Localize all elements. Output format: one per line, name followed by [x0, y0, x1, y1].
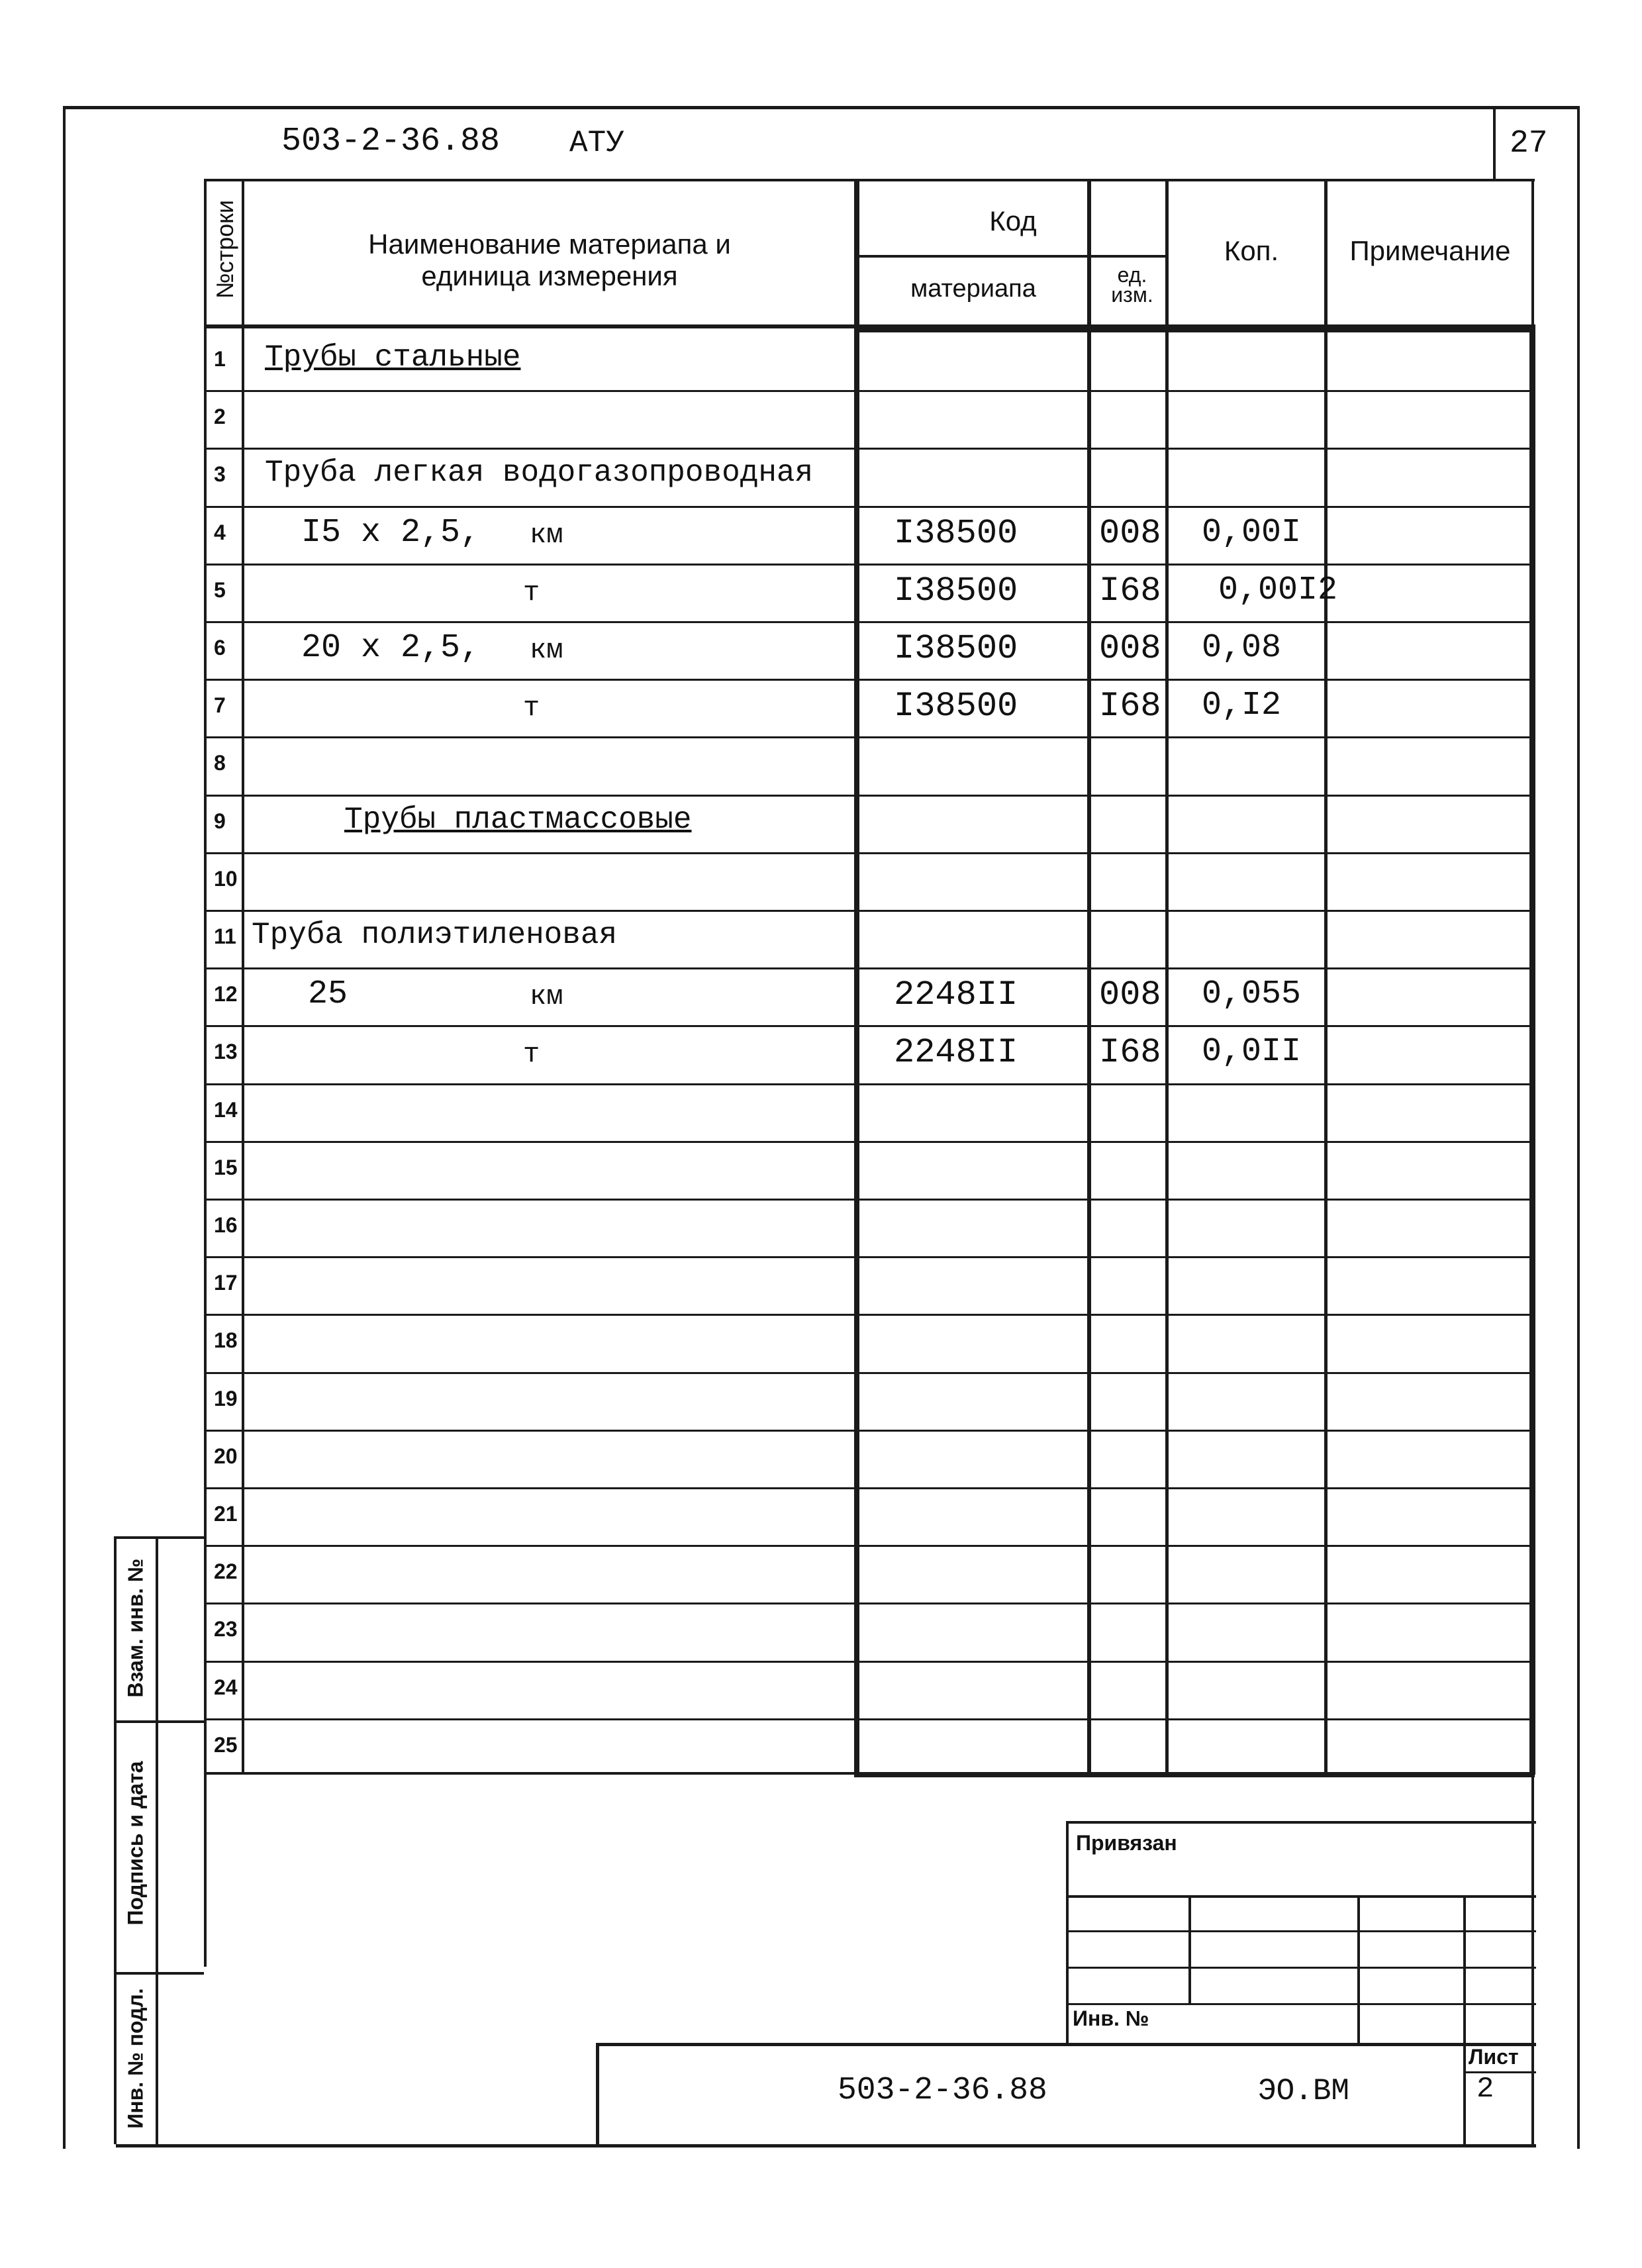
row-separator	[204, 621, 1535, 623]
col-line-rownum	[242, 179, 244, 1775]
title-block-top	[596, 2043, 1536, 2046]
header-note: Примечание	[1349, 235, 1511, 266]
row-quantity: 0,00I	[1202, 513, 1302, 552]
side-strip-div2	[114, 1972, 204, 1975]
col-line-right-thick	[1529, 324, 1535, 1775]
row-number: 17	[214, 1271, 238, 1295]
row-quantity: 0,00I2	[1218, 571, 1338, 609]
row-unit-code: I68	[1099, 571, 1161, 611]
row-separator	[204, 1083, 1535, 1085]
row-separator	[204, 1487, 1535, 1489]
row-separator	[204, 736, 1535, 738]
row-name: Трубы пластмассовые	[344, 802, 692, 837]
side-strip-div1	[114, 1720, 204, 1723]
title-block-left	[596, 2043, 599, 2145]
stamp-inv-no: Инв. №	[1073, 2006, 1149, 2030]
row-separator	[204, 1141, 1535, 1143]
col-line-name	[854, 179, 859, 1775]
row-separator	[204, 1372, 1535, 1374]
row-unit-name: км	[530, 634, 563, 666]
row-material-code: I38500	[894, 629, 1018, 668]
side-strip-mid	[156, 1536, 158, 2144]
header-code-unit: ед. изм.	[1111, 263, 1153, 307]
row-name: I5 x 2,5,	[301, 513, 481, 552]
row-quantity: 0,0II	[1202, 1033, 1302, 1071]
col-line-left	[204, 179, 207, 1967]
header-name: Наименование материапа и единица измерения	[368, 228, 731, 291]
row-number: 7	[214, 693, 226, 718]
row-number: 12	[214, 982, 238, 1007]
col-line-unit	[1165, 179, 1169, 1775]
sheet-label: Лист	[1469, 2045, 1519, 2069]
title-doc-mark: ЭО.ВМ	[1258, 2074, 1350, 2108]
row-number: 11	[214, 924, 236, 948]
row-unit-name: км	[530, 981, 563, 1013]
side-strip-left	[114, 1536, 117, 2144]
row-separator	[204, 1314, 1535, 1316]
header-bottom-line	[204, 179, 1535, 181]
side-strip-top	[114, 1536, 207, 1539]
stamp-block-left	[1066, 1821, 1069, 2045]
row-unit-code: 008	[1099, 975, 1161, 1015]
row-separator	[204, 679, 1535, 681]
row-material-code: 2248II	[894, 975, 1018, 1015]
stamp-grid-v3	[1463, 1895, 1466, 2144]
row-separator	[204, 1430, 1535, 1432]
header-code-group: Код	[989, 205, 1037, 236]
frame-top	[63, 106, 1579, 109]
row-name: Труба полиэтиленовая	[252, 918, 618, 952]
stamp-grid-v2	[1357, 1895, 1360, 2045]
stamp-privyazan: Привязан	[1076, 1831, 1177, 1855]
row-separator	[204, 1256, 1535, 1258]
table-bottom-thin	[204, 1772, 856, 1775]
row-name: Трубы стальные	[265, 340, 521, 375]
header-doc-suffix: АТУ	[569, 126, 624, 160]
row-separator	[204, 506, 1535, 508]
code-block-top	[854, 328, 1535, 332]
col-line-qty	[1324, 179, 1328, 1775]
row-number: 23	[214, 1617, 238, 1642]
header-code-divider	[854, 255, 1165, 258]
row-separator	[204, 1199, 1535, 1201]
row-number: 4	[214, 520, 226, 544]
row-number: 24	[214, 1675, 238, 1699]
header-doc-code: 503-2-36.88	[281, 123, 501, 160]
stamp-block-top	[1066, 1821, 1536, 1824]
row-number: 21	[214, 1502, 238, 1526]
col-line-code	[1087, 179, 1091, 1775]
row-number: 3	[214, 462, 226, 487]
row-separator	[204, 795, 1535, 797]
row-number: 10	[214, 866, 238, 891]
frame-bottom	[116, 2144, 1536, 2147]
row-separator	[204, 564, 1535, 566]
frame-right	[1577, 106, 1580, 2149]
row-number: 6	[214, 636, 226, 660]
row-number: 8	[214, 751, 226, 775]
row-unit-code: 008	[1099, 513, 1161, 553]
row-number: 18	[214, 1328, 238, 1353]
row-unit-code: I68	[1099, 1033, 1161, 1073]
header-code-material: материапа	[910, 275, 1036, 303]
row-quantity: 0,055	[1202, 975, 1302, 1014]
row-separator	[204, 967, 1535, 969]
stamp-grid-v1	[1188, 1895, 1191, 2003]
header-row-no: №строки	[211, 199, 238, 299]
row-material-code: 2248II	[894, 1033, 1018, 1073]
row-separator	[204, 1545, 1535, 1547]
title-doc-code: 503-2-36.88	[838, 2073, 1047, 2108]
row-unit-name: км	[530, 518, 563, 551]
row-number: 20	[214, 1444, 238, 1468]
row-separator	[204, 1718, 1535, 1720]
row-number: 1	[214, 347, 226, 371]
row-unit-code: 008	[1099, 629, 1161, 668]
row-name: 25	[308, 975, 348, 1014]
stamp-inv-podl: Инв. № подл.	[123, 1988, 148, 2129]
row-number: 2	[214, 405, 226, 429]
row-separator	[204, 390, 1535, 392]
row-separator	[204, 910, 1535, 912]
row-quantity: 0,I2	[1202, 687, 1282, 725]
row-separator	[204, 1602, 1535, 1604]
row-number: 25	[214, 1732, 238, 1757]
row-number: 19	[214, 1386, 238, 1410]
stamp-podpis: Подпись и дата	[123, 1761, 148, 1926]
row-number: 16	[214, 1213, 238, 1237]
header-qty: Коп.	[1224, 235, 1279, 266]
frame-left	[63, 106, 66, 2149]
row-separator	[204, 852, 1535, 854]
row-number: 15	[214, 1155, 238, 1179]
row-material-code: I38500	[894, 687, 1018, 726]
row-number: 14	[214, 1097, 238, 1122]
row-material-code: I38500	[894, 513, 1018, 553]
row-unit-name: т	[523, 1038, 540, 1071]
row-unit-code: I68	[1099, 687, 1161, 726]
table-bottom-thick	[854, 1772, 1535, 1777]
row-name: 20 x 2,5,	[301, 629, 481, 667]
row-unit-name: т	[523, 692, 540, 724]
row-number: 5	[214, 577, 226, 602]
sheet-number: 2	[1476, 2073, 1494, 2106]
row-number: 9	[214, 809, 226, 833]
page-number: 27	[1510, 126, 1548, 162]
row-number: 13	[214, 1040, 238, 1064]
row-separator	[204, 448, 1535, 450]
row-number: 22	[214, 1559, 238, 1584]
sheet-label-divider	[1463, 2071, 1536, 2073]
row-name: Труба легкая водогазопроводная	[265, 456, 814, 491]
row-separator	[204, 1661, 1535, 1663]
stamp-vzam: Взам. инв. №	[123, 1558, 148, 1698]
row-quantity: 0,08	[1202, 629, 1282, 667]
page-number-box-left	[1493, 106, 1496, 180]
row-material-code: I38500	[894, 571, 1018, 611]
row-separator	[204, 1025, 1535, 1027]
row-unit-name: т	[523, 576, 540, 609]
